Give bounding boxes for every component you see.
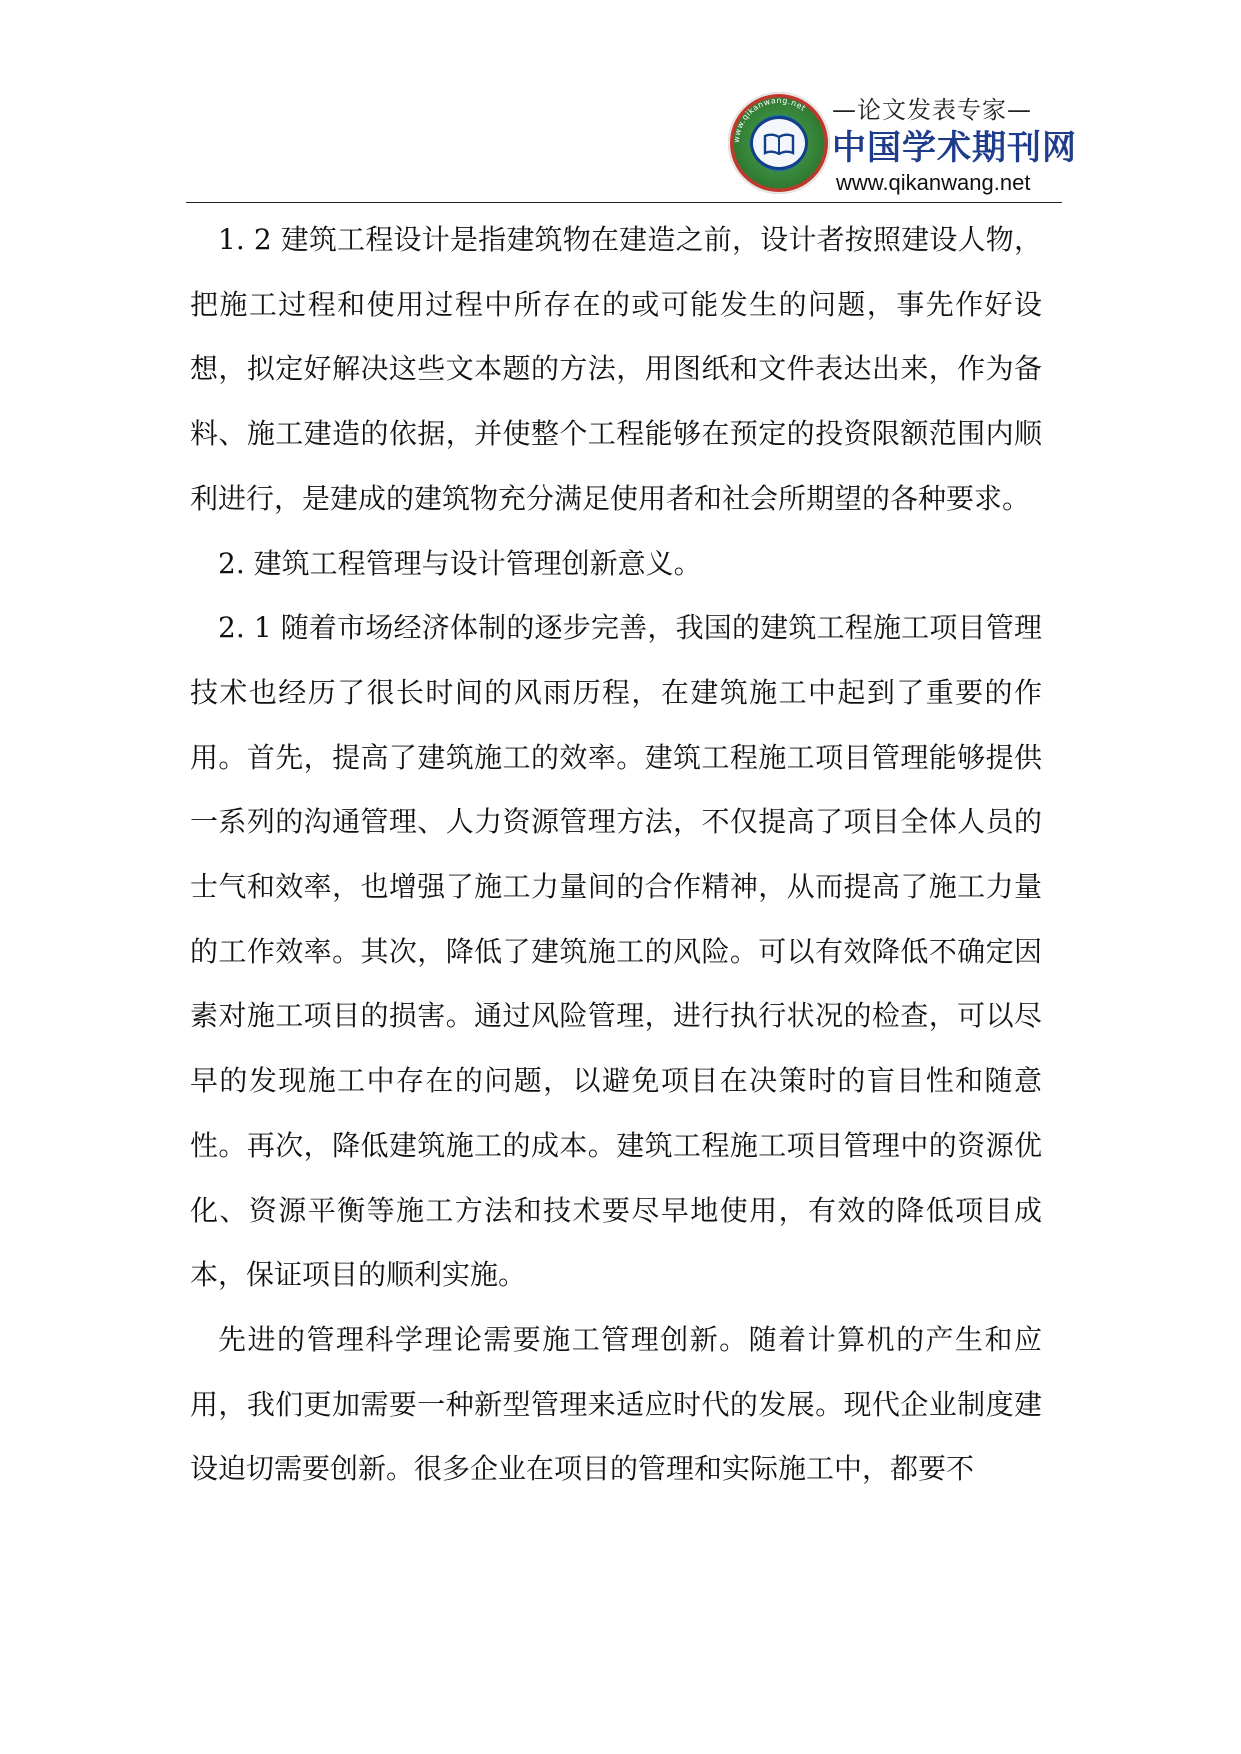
logo-url: www.qikanwang.net [836, 170, 1031, 195]
paragraph-1-2: 1. 2 建筑工程设计是指建筑物在建造之前，设计者按照建设人物，把施工过程和使用过程中所存在的或可能发生的问题，事先作好设想，拟定好解决这些文本题的方法，用图纸和文件表达出来，作为备料、施工建造的依据，并使整个工程能够在预定的投资限额范围内顺利进行，是建成的建筑物充分满足使用者和社会所期望的各种要求。 [190, 223, 1042, 515]
logo-name: 中国学术期刊网 [832, 128, 1077, 168]
book-icon [763, 133, 795, 155]
section-heading-2: 2. 建筑工程管理与设计管理创新意义。 [218, 546, 702, 580]
seal-text: www.qikanwang.net [731, 95, 808, 144]
publisher-logo [728, 88, 1077, 200]
logo-seal [728, 92, 830, 194]
logo-tagline: —论文发表专家— [832, 96, 1032, 124]
seal-center [750, 116, 808, 170]
header-divider [186, 202, 1062, 203]
document-body [190, 208, 1042, 1502]
paragraph-innovation: 先进的管理科学理论需要施工管理创新。随着计算机的产生和应用，我们更加需要一种新型管理来适应时代的发展。现代企业制度建设迫切需要创新。很多企业在项目的管理和实际施工中，都要不 [190, 1322, 1042, 1486]
paragraph-2-1: 2. 1 随着市场经济体制的逐步完善，我国的建筑工程施工项目管理技术也经历了很长时间的风雨历程，在建筑施工中起到了重要的作用。首先，提高了建筑施工的效率。建筑工程施工项目管理能够提供一系列的沟通管理、人力资源管理方法，不仅提高了项目全体人员的士气和效率，也增强了施工力量间的合作精神，从而提高了施工力量的工作效率。其次，降低了建筑施工的风险。可以有效降低不确定因素对施工项目的损害。通过风险管理，进行执行状况的检查，可以尽早的发现施工中存在的问题，以避免项目在决策时的盲目性和随意性。再次，降低建筑施工的成本。建筑工程施工项目管理中的资源优化、资源平衡等施工方法和技术要尽早地使用，有效的降低项目成本，保证项目的顺利实施。 [190, 611, 1042, 1292]
page-header [186, 84, 1077, 204]
